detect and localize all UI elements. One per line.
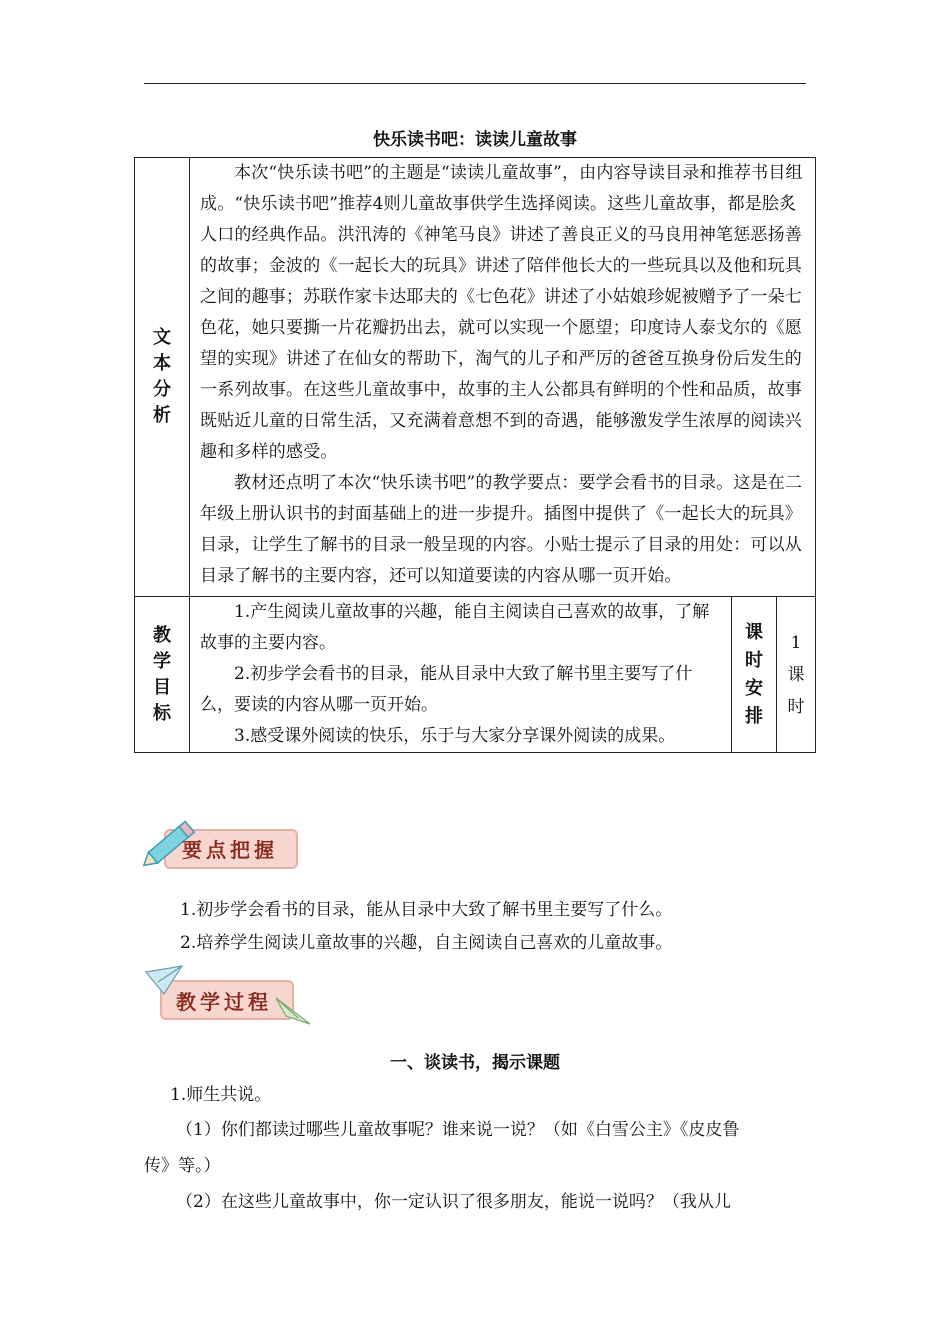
key-point-item: 2.培养学生阅读儿童故事的兴趣，自主阅读自己喜欢的儿童故事。 [180,933,673,953]
goal-item: 3.感受课外阅读的快乐，乐于与大家分享课外阅读的成果。 [234,726,676,746]
goals-label [135,597,190,753]
schedule-label-char: 安 [745,677,763,699]
schedule-label-char: 课 [745,621,763,643]
goals-content [190,597,732,753]
paper-plane-icon [274,994,314,1028]
schedule-label [732,597,777,753]
analysis-label-char: 文 [153,327,171,348]
section-title: 一、谈读书，揭示课题 [390,1053,560,1073]
goals-label-char: 目 [153,676,171,698]
analysis-label-char: 析 [153,405,171,426]
goal-item: 1.产生阅读儿童故事的兴趣，能自主阅读自己喜欢的故事，了解故事的主要内容。 [200,602,710,653]
key-points-banner [142,815,302,871]
process-line: 1.师生共说。 [170,1085,272,1105]
analysis-label [135,158,190,597]
process-banner-text: 教学过程 [176,990,272,1014]
key-points-banner-text: 要点把握 [182,838,278,862]
analysis-paragraph: 教材还点明了本次“快乐读书吧”的教学要点：要学会看书的目录。这是在二年级上册认识书的封面基础上的进一步提升。插图中提供了《一起长大的玩具》目录，让学生了解书的目录一般呈现的内容。小贴士提示了目录的用处：可以从目录了解书的主要内容，还可以知道要读的内容从哪一页开始。 [200,473,803,586]
goals-label-char: 教 [153,624,171,646]
analysis-label-char: 本 [153,353,171,374]
process-line: （1）你们都读过哪些儿童故事呢？谁来说一说？（如《白雪公主》《皮皮鲁 [176,1120,740,1140]
key-point-item: 1.初步学会看书的目录，能从目录中大致了解书里主要写了什么。 [180,900,673,920]
schedule-value-char: 时 [787,696,805,717]
lesson-table [134,157,816,753]
schedule-value-char: 1 [790,632,802,653]
schedule-label-char: 排 [745,705,763,727]
header-rule [144,83,806,84]
process-line: （2）在这些儿童故事中，你一定认识了很多朋友，能说一说吗？（我从儿 [176,1192,731,1212]
goal-item: 2.初步学会看书的目录，能从目录中大致了解书里主要写了什么，要读的内容从哪一页开始。 [200,664,693,715]
process-banner [140,962,315,1028]
process-line: 传》等。） [144,1156,221,1176]
analysis-content [190,158,816,597]
schedule-value [777,597,816,753]
schedule-label-char: 时 [745,649,763,671]
goals-label-char: 学 [153,650,171,672]
analysis-paragraph: 本次“快乐读书吧”的主题是“读读儿童故事”，由内容导读目录和推荐书目组成。“快乐读书吧”推荐4则儿童故事供学生选择阅读。这些儿童故事，都是脍炙人口的经典作品。洪汛涛的《神笔马良》讲述了善良正义的马良用神笔惩恶扬善的故事；金波的《一起长大的玩具》讲述了陪伴他长大的一些玩具以及他和玩具之间的趣事；苏联作家卡达耶夫的《七色花》讲述了小姑娘珍妮被赠予了一朵七色花，她只要撕一片花瓣扔出去，就可以实现一个愿望；印度诗人泰戈尔的《愿望的实现》讲述了在仙女的帮助下，淘气的儿子和严厉的爸爸互换身份后发生的一系列故事。在这些儿童故事中，故事的主人公都具有鲜明的个性和品质，故事既贴近儿童的日常生活，又充满着意想不到的奇遇，能够激发学生浓厚的阅读兴趣和多样的感受。 [200,163,803,462]
page-title: 快乐读书吧：读读儿童故事 [373,130,577,150]
goals-row [135,597,816,753]
analysis-label-char: 分 [153,379,171,400]
analysis-row [135,158,816,597]
schedule-value-char: 课 [787,664,805,685]
goals-label-char: 标 [153,702,171,724]
